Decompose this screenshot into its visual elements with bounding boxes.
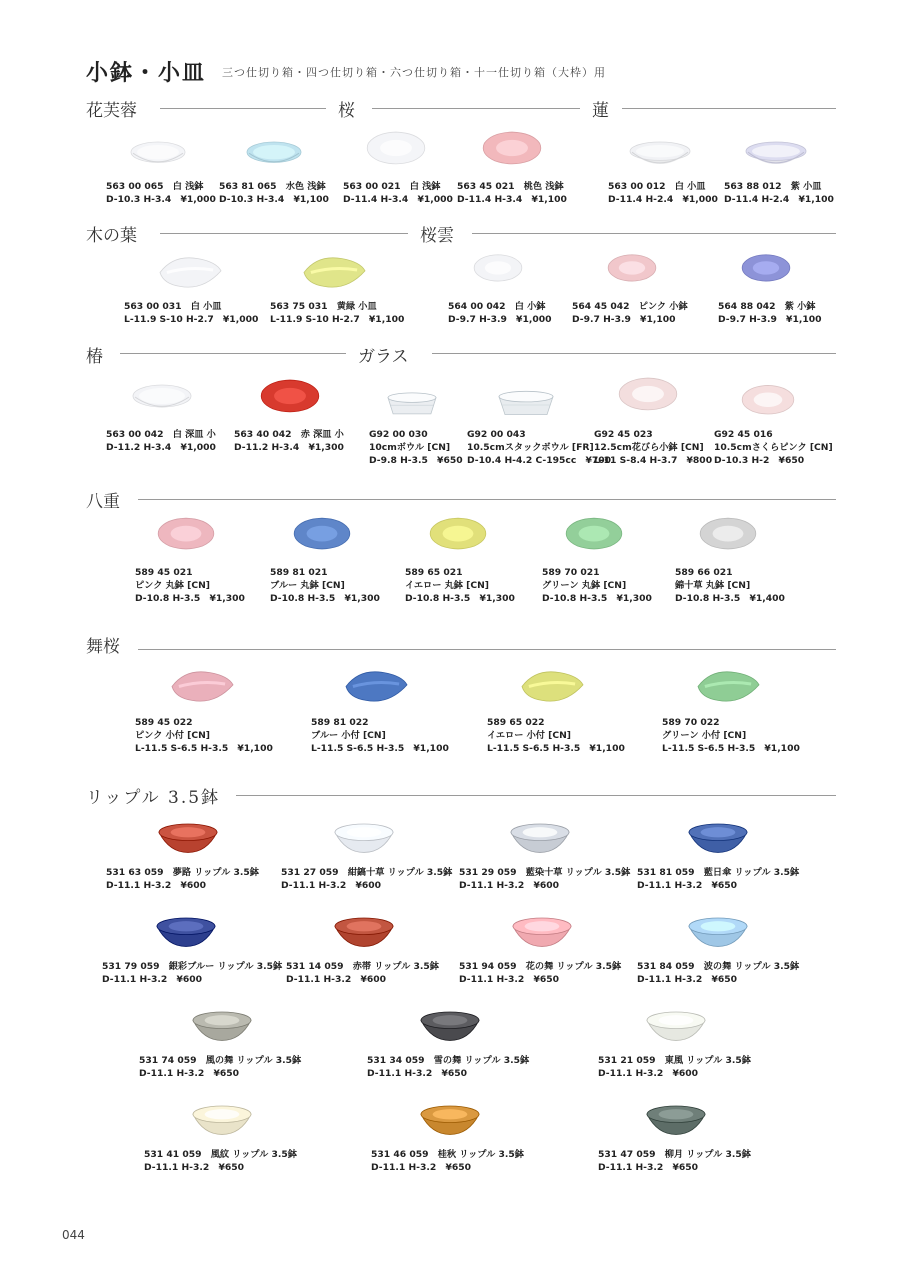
product-label	[598, 1148, 751, 1174]
product-image	[419, 1011, 481, 1042]
product-code: 563 88 012 紫 小皿	[724, 181, 822, 192]
product-code: 531 94 059 花の舞 リップル 3.5鉢	[459, 961, 622, 972]
section-rule	[160, 108, 326, 109]
product-image	[245, 140, 303, 169]
product-image	[687, 917, 749, 948]
section-yae: 八重	[86, 492, 120, 512]
product-code: 531 81 059 藍日傘 リップル 3.5鉢	[637, 867, 800, 878]
product-spec: D-10.8 H-3.5 ¥1,300	[542, 593, 652, 604]
product-label	[542, 566, 652, 605]
section-rule	[236, 795, 836, 796]
product-spec: D-10.8 H-3.5 ¥1,300	[270, 593, 380, 604]
product-name: ピンク 丸鉢 [CN]	[135, 580, 210, 591]
product-label	[718, 300, 822, 326]
product-spec: D-11.1 H-3.2 ¥650	[637, 974, 738, 985]
product-image	[365, 135, 427, 166]
product-spec: D-11.4 H-2.4 ¥1,000	[608, 194, 718, 205]
product-image	[301, 256, 367, 289]
product-label	[459, 960, 621, 986]
product-name: イエロー 丸鉢 [CN]	[405, 580, 489, 591]
product-label	[637, 866, 799, 892]
product-image	[191, 1105, 253, 1136]
product-name: ブルー 小付 [CN]	[311, 730, 386, 741]
section-rule	[622, 108, 836, 109]
product-image	[169, 670, 235, 703]
product-spec: D-9.7 H-3.9 ¥1,000	[448, 314, 552, 325]
product-label	[369, 428, 463, 467]
product-label	[219, 180, 329, 206]
product-label	[234, 428, 344, 454]
product-image	[617, 381, 679, 412]
product-image	[156, 521, 216, 551]
product-code: G92 00 043	[467, 429, 526, 440]
product-name: 10.5cmさくらピンク [CN]	[714, 442, 833, 453]
product-code: 589 70 022	[662, 717, 720, 728]
product-code: 531 47 059 柳月 リップル 3.5鉢	[598, 1149, 751, 1160]
product-label	[448, 300, 552, 326]
product-image	[157, 823, 219, 854]
product-label	[459, 866, 630, 892]
product-image	[496, 387, 556, 417]
product-code: 531 79 059 銀彩ブルー リップル 3.5鉢	[102, 961, 283, 972]
section-rule	[472, 233, 836, 234]
product-image	[343, 670, 409, 703]
product-label	[467, 428, 611, 467]
product-label	[594, 428, 712, 467]
product-image	[519, 670, 585, 703]
product-code: 563 40 042 赤 深皿 小	[234, 429, 344, 440]
product-name: イエロー 小付 [CN]	[487, 730, 571, 741]
page-subtitle: 三つ仕切り箱・四つ仕切り箱・六つ仕切り箱・十一仕切り箱（大枠）用	[222, 66, 606, 79]
product-spec: D-10.8 H-3.5 ¥1,300	[135, 593, 245, 604]
product-name: 10.5cmスタックボウル [FR]	[467, 442, 594, 453]
product-label	[608, 180, 718, 206]
product-spec: D-10.8 H-3.5 ¥1,400	[675, 593, 785, 604]
product-spec: D-10.4 H-4.2 C-195cc ¥700	[467, 455, 612, 466]
product-image	[645, 1011, 707, 1042]
product-label	[102, 960, 282, 986]
section-sakura: 桜	[338, 101, 355, 121]
product-spec: D-11.2 H-3.4 ¥1,300	[234, 442, 344, 453]
product-spec: D-9.8 H-3.5 ¥650	[369, 455, 463, 466]
section-maizakura: 舞桜	[86, 637, 120, 657]
product-image	[129, 140, 187, 169]
product-image	[333, 823, 395, 854]
product-spec: D-11.1 H-3.2 ¥650	[459, 974, 560, 985]
product-label	[106, 180, 216, 206]
product-label	[714, 428, 833, 467]
product-image	[698, 521, 758, 551]
product-spec: L-11.9 S-10 H-2.7 ¥1,000	[124, 314, 259, 325]
product-image	[645, 1105, 707, 1136]
product-image	[157, 256, 223, 289]
product-label	[106, 428, 216, 454]
product-code: 589 65 022	[487, 717, 545, 728]
product-label	[367, 1054, 529, 1080]
product-spec: D-11.1 H-3.2 ¥600	[106, 880, 207, 891]
product-code: 563 00 042 白 深皿 小	[106, 429, 216, 440]
product-image	[292, 521, 352, 551]
product-code: 589 81 021	[270, 567, 328, 578]
product-code: 563 45 021 桃色 浅鉢	[457, 181, 564, 192]
product-spec: D-11.2 H-3.4 ¥1,000	[106, 442, 216, 453]
product-image	[259, 383, 321, 414]
product-spec: D-9.7 H-3.9 ¥1,100	[572, 314, 676, 325]
product-label	[144, 1148, 297, 1174]
product-name: ブルー 丸鉢 [CN]	[270, 580, 345, 591]
product-image	[628, 140, 692, 172]
product-spec: D-11.1 H-3.2 ¥600	[102, 974, 203, 985]
product-image	[511, 917, 573, 948]
product-label	[637, 960, 799, 986]
product-label	[281, 866, 452, 892]
product-spec: D-11.1 H-3.2 ¥600	[598, 1068, 699, 1079]
product-code: 589 45 021	[135, 567, 193, 578]
section-rule	[120, 353, 346, 354]
product-spec: D-9.7 H-3.9 ¥1,100	[718, 314, 822, 325]
product-spec: D-11.4 H-3.4 ¥1,100	[457, 194, 567, 205]
product-spec: L-11.5 S-6.5 H-3.5 ¥1,100	[311, 743, 449, 754]
product-label	[135, 716, 273, 755]
product-code: 531 84 059 波の舞 リップル 3.5鉢	[637, 961, 800, 972]
product-spec: D-11.1 H-3.2 ¥650	[144, 1162, 245, 1173]
product-label	[405, 566, 515, 605]
product-name: グリーン 小付 [CN]	[662, 730, 747, 741]
product-code: 531 21 059 東風 リップル 3.5鉢	[598, 1055, 751, 1066]
section-rule	[138, 499, 836, 500]
product-label	[724, 180, 834, 206]
product-image	[740, 257, 792, 283]
product-name: 12.5cm花びら小鉢 [CN]	[594, 442, 704, 453]
product-image	[606, 257, 658, 283]
product-code: 531 46 059 桂秋 リップル 3.5鉢	[371, 1149, 524, 1160]
section-konoha: 木の葉	[86, 226, 137, 246]
product-spec: D-11.1 H-3.2 ¥650	[371, 1162, 472, 1173]
product-spec: L-11.5 S-6.5 H-3.5 ¥1,100	[662, 743, 800, 754]
product-code: 563 00 012 白 小皿	[608, 181, 706, 192]
product-image	[695, 670, 761, 703]
product-code: 563 81 065 水色 浅鉢	[219, 181, 326, 192]
page-number: 044	[62, 1228, 85, 1242]
product-spec: D-10.8 H-3.5 ¥1,300	[405, 593, 515, 604]
product-image	[191, 1011, 253, 1042]
product-code: 531 14 059 赤帯 リップル 3.5鉢	[286, 961, 439, 972]
section-rule	[138, 649, 836, 650]
product-code: 589 81 022	[311, 717, 369, 728]
product-spec: D-11.1 H-3.2 ¥650	[139, 1068, 240, 1079]
product-code: 531 41 059 風紋 リップル 3.5鉢	[144, 1149, 297, 1160]
product-spec: D-11.1 H-3.2 ¥600	[281, 880, 382, 891]
product-label	[311, 716, 449, 755]
product-image	[687, 823, 749, 854]
product-label	[457, 180, 567, 206]
product-label	[572, 300, 688, 326]
section-rule	[372, 108, 580, 109]
product-image	[385, 389, 439, 416]
product-spec: L-11.5 S-6.5 H-3.5 ¥1,100	[135, 743, 273, 754]
product-label	[598, 1054, 751, 1080]
product-image	[740, 388, 796, 416]
product-label	[675, 566, 785, 605]
product-spec: D-11.1 H-3.2 ¥600	[286, 974, 387, 985]
section-ripple: リップル 3.5鉢	[86, 788, 221, 808]
product-code: 563 00 031 白 小皿	[124, 301, 222, 312]
section-tsubaki: 椿	[86, 347, 103, 367]
product-name: ピンク 小付 [CN]	[135, 730, 210, 741]
section-fuyo: 花芙蓉	[86, 101, 137, 121]
page-title: 小鉢・小皿	[86, 60, 207, 86]
product-label	[343, 180, 453, 206]
product-code: 589 65 021	[405, 567, 463, 578]
product-label	[286, 960, 439, 986]
section-rule	[160, 233, 408, 234]
product-name: グリーン 丸鉢 [CN]	[542, 580, 627, 591]
product-label	[106, 866, 259, 892]
product-spec: D-10.3 H-3.4 ¥1,100	[219, 194, 329, 205]
product-code: 563 00 021 白 浅鉢	[343, 181, 441, 192]
product-image	[428, 521, 488, 551]
product-spec: D-10.3 H-2 ¥650	[714, 455, 805, 466]
product-code: G92 00 030	[369, 429, 428, 440]
product-code: 589 70 021	[542, 567, 600, 578]
product-spec: D-11.1 H-3.2 ¥650	[367, 1068, 468, 1079]
product-spec: L-11.5 S-6.5 H-3.5 ¥1,100	[487, 743, 625, 754]
product-code: 564 45 042 ピンク 小鉢	[572, 301, 688, 312]
product-image	[333, 917, 395, 948]
product-code: 563 75 031 黄緑 小皿	[270, 301, 377, 312]
product-image	[481, 135, 543, 166]
product-code: 531 34 059 雪の舞 リップル 3.5鉢	[367, 1055, 530, 1066]
product-code: 589 66 021	[675, 567, 733, 578]
product-spec: D-11.4 H-3.4 ¥1,000	[343, 194, 453, 205]
product-code: G92 45 016	[714, 429, 773, 440]
product-spec: D-11.1 H-3.2 ¥650	[637, 880, 738, 891]
product-label	[270, 566, 380, 605]
product-code: 531 27 059 紺鎬十草 リップル 3.5鉢	[281, 867, 453, 878]
product-code: 589 45 022	[135, 717, 193, 728]
product-label	[139, 1054, 301, 1080]
product-code: 564 00 042 白 小鉢	[448, 301, 546, 312]
product-image	[155, 917, 217, 948]
product-label	[124, 300, 258, 326]
section-sakuragumo: 桜雲	[420, 226, 454, 246]
product-spec: L-11.9 S-10 H-2.7 ¥1,100	[270, 314, 405, 325]
product-spec: D-11.1 H-3.2 ¥650	[598, 1162, 699, 1173]
product-spec: L-11 S-8.4 H-3.7 ¥800	[594, 455, 713, 466]
product-label	[371, 1148, 524, 1174]
section-rule	[432, 353, 836, 354]
product-code: 531 29 059 藍染十草 リップル 3.5鉢	[459, 867, 631, 878]
product-label	[487, 716, 625, 755]
product-code: 531 63 059 夢路 リップル 3.5鉢	[106, 867, 259, 878]
product-code: 564 88 042 紫 小鉢	[718, 301, 816, 312]
product-code: 563 00 065 白 浅鉢	[106, 181, 204, 192]
product-image	[509, 823, 571, 854]
section-glass: ガラス	[358, 347, 409, 367]
product-code: G92 45 023	[594, 429, 653, 440]
product-label	[662, 716, 800, 755]
product-label	[135, 566, 245, 605]
product-code: 531 74 059 風の舞 リップル 3.5鉢	[139, 1055, 302, 1066]
product-image	[472, 257, 524, 283]
section-hasu: 蓮	[592, 101, 609, 121]
product-spec: D-11.4 H-2.4 ¥1,100	[724, 194, 834, 205]
product-label	[270, 300, 404, 326]
product-spec: D-11.1 H-3.2 ¥600	[459, 880, 560, 891]
product-name: 10cmボウル [CN]	[369, 442, 451, 453]
product-image	[131, 383, 193, 414]
product-image	[564, 521, 624, 551]
product-image	[419, 1105, 481, 1136]
product-image	[744, 140, 808, 172]
product-name: 錦十草 丸鉢 [CN]	[675, 580, 751, 591]
product-spec: D-10.3 H-3.4 ¥1,000	[106, 194, 216, 205]
